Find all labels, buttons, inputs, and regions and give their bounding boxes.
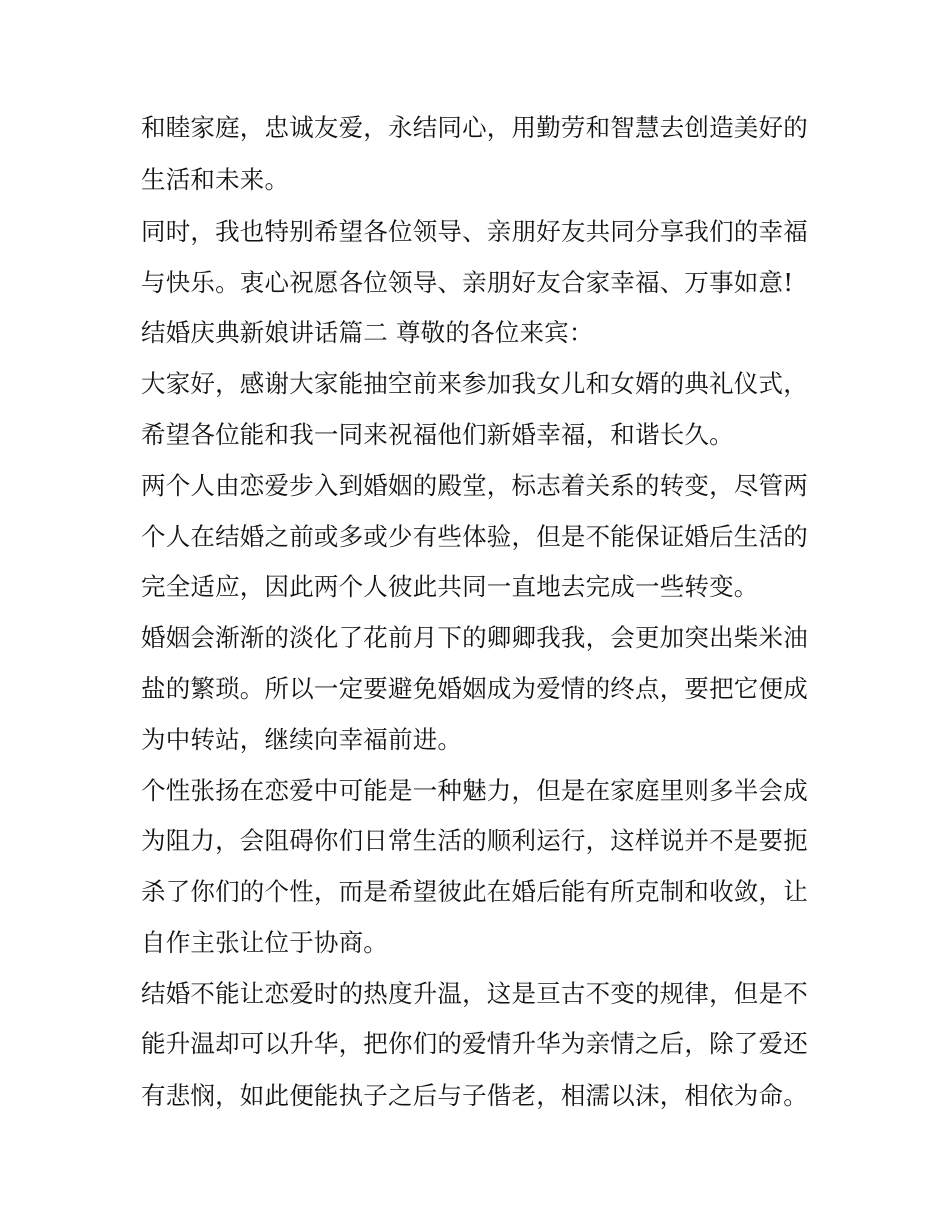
text-line: 完全适应，因此两个人彼此共同一直地去完成一些转变。 (141, 572, 759, 601)
text-line: 个性张扬在恋爱中可能是一种魅力，但是在家庭里则多半会成 (141, 776, 808, 805)
text-line: 结婚不能让恋爱时的热度升温，这是亘古不变的规律，但是不 (141, 979, 808, 1008)
text-line: 自作主张让位于协商。 (141, 928, 388, 957)
text-line: 为阻力，会阻碍你们日常生活的顺利运行，这样说并不是要扼 (141, 826, 808, 855)
text-line: 个人在结婚之前或多或少有些体验，但是不能保证婚后生活的 (141, 522, 808, 551)
text-line: 同时，我也特别希望各位领导、亲朋好友共同分享我们的幸福 (141, 217, 808, 246)
section-heading: 结婚庆典新娘讲话篇二 尊敬的各位来宾： (141, 318, 594, 347)
text-line: 盐的繁琐。所以一定要避免婚姻成为爱情的终点，要把它便成 (141, 674, 808, 703)
text-line: 与快乐。衷心祝愿各位领导、亲朋好友合家幸福、万事如意! (141, 268, 794, 297)
text-line: 婚姻会渐渐的淡化了花前月下的卿卿我我，会更加突出柴米油 (141, 623, 808, 652)
text-line: 和睦家庭，忠诚友爱，永结同心，用勤劳和智慧去创造美好的 (141, 113, 808, 142)
text-line: 有悲悯，如此便能执子之后与子偕老，相濡以沫，相依为命。 (141, 1081, 808, 1110)
text-line: 为中转站，继续向幸福前进。 (141, 725, 463, 754)
text-line: 希望各位能和我一同来祝福他们新婚幸福，和谐长久。 (141, 420, 734, 449)
text-line: 两个人由恋爱步入到婚姻的殿堂，标志着关系的转变，尽管两 (141, 471, 808, 500)
text-line: 大家好，感谢大家能抽空前来参加我女儿和女婿的典礼仪式， (141, 369, 808, 398)
text-line: 杀了你们的个性，而是希望彼此在婚后能有所克制和收敛，让 (141, 877, 808, 906)
text-line: 能升温却可以升华，把你们的爱情升华为亲情之后，除了爱还 (141, 1029, 808, 1058)
text-line: 生活和未来。 (141, 165, 290, 194)
